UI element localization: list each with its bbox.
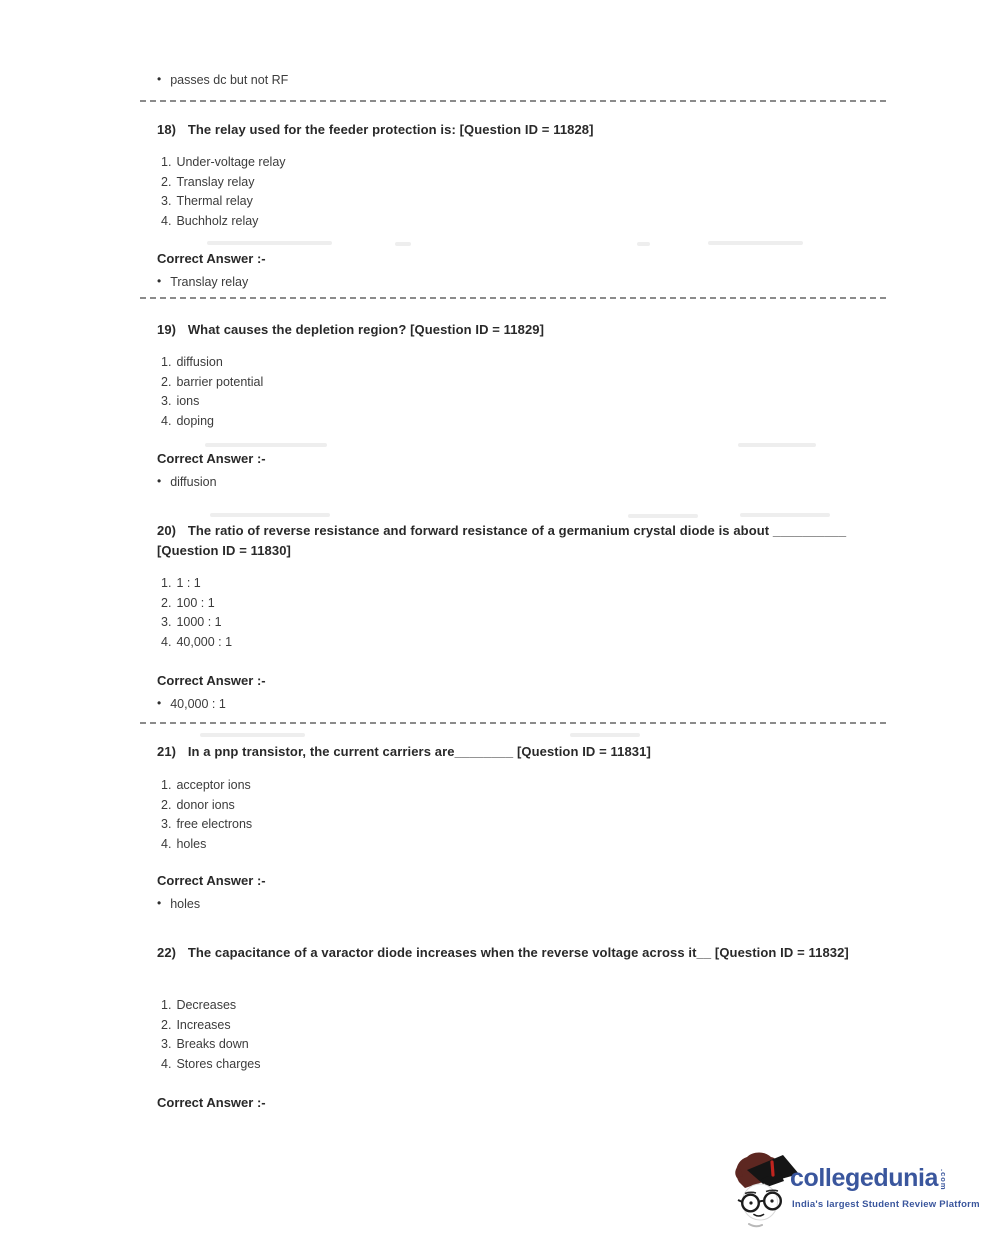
option-text: acceptor ions: [176, 778, 251, 792]
question-heading: [157, 943, 872, 963]
option-text: 1000 : 1: [176, 615, 222, 630]
question-text: The relay used for the feeder protection is:: [187, 122, 456, 137]
option-number: 4.: [161, 635, 172, 650]
option-1: [161, 776, 252, 796]
question-19: [140, 320, 886, 489]
question-id: [Question ID = 11831]: [516, 744, 651, 759]
correct-answer-item: [157, 474, 217, 490]
option-text: diffusion: [176, 355, 223, 369]
question-text: What causes the depletion region?: [187, 322, 407, 337]
option-number: 1.: [161, 355, 172, 369]
scan-artifact: [708, 241, 803, 245]
scan-artifact: [570, 733, 640, 737]
question-18: [140, 120, 886, 289]
scan-artifact: [210, 513, 330, 517]
option-number: 2.: [161, 374, 172, 389]
correct-answer-text: 40,000 : 1: [170, 697, 226, 711]
option-number: 3.: [161, 1037, 172, 1052]
option-number: 1.: [161, 998, 172, 1012]
brand-tagline: India's largest Student Review Platform: [792, 1199, 980, 1210]
option-number: 2.: [161, 1017, 172, 1032]
question-divider: [140, 722, 886, 724]
correct-answer-label: Correct Answer :-: [157, 451, 266, 466]
correct-answer-label: Correct Answer :-: [157, 251, 266, 266]
scan-artifact: [207, 241, 332, 245]
option-text: Buchholz relay: [176, 214, 259, 229]
option-text: Stores charges: [176, 1057, 261, 1072]
options-list: [161, 574, 232, 653]
option-4: [161, 1055, 261, 1075]
options-list: [161, 153, 286, 232]
option-3: [161, 613, 232, 633]
question-22: [140, 943, 886, 1110]
option-2: [161, 594, 232, 614]
question-id: [Question ID = 11829]: [410, 322, 545, 337]
option-4: [161, 412, 263, 432]
question-text: In a pnp transistor, the current carriers are________: [187, 744, 514, 759]
option-3: [161, 192, 286, 212]
option-3: [161, 815, 252, 835]
option-text: Translay relay: [176, 174, 255, 189]
option-text: Under-voltage relay: [176, 155, 286, 169]
question-id: [Question ID = 11828]: [459, 122, 594, 137]
option-number: 3.: [161, 817, 172, 832]
question-heading: [157, 320, 886, 340]
scan-artifact: [200, 733, 305, 737]
option-number: 2.: [161, 595, 172, 610]
option-text: 100 : 1: [176, 595, 215, 610]
correct-answer-text: diffusion: [170, 475, 217, 489]
brand-row: [790, 1166, 948, 1191]
brand-tld: .com: [939, 1169, 949, 1191]
option-text: 40,000 : 1: [176, 635, 233, 650]
question-number: 20): [157, 523, 177, 538]
option-1: [161, 996, 261, 1016]
option-text: Decreases: [176, 998, 237, 1012]
option-text: Thermal relay: [176, 194, 253, 209]
correct-answer-text: Translay relay: [170, 275, 249, 289]
option-4: [161, 835, 252, 855]
option-number: 1.: [161, 778, 172, 792]
correct-answer-label: Correct Answer :-: [157, 1095, 266, 1110]
option-text: barrier potential: [176, 374, 264, 389]
option-number: 3.: [161, 194, 172, 209]
option-text: donor ions: [176, 797, 235, 812]
correct-answer-item: [157, 896, 200, 912]
question-number: 19): [157, 322, 177, 337]
option-number: 4.: [161, 414, 172, 429]
option-number: 4.: [161, 837, 172, 852]
option-number: 4.: [161, 1057, 172, 1072]
question-number: 21): [157, 744, 177, 759]
question-number: 22): [157, 945, 177, 960]
option-2: [161, 173, 286, 193]
option-text: doping: [176, 414, 214, 429]
option-text: free electrons: [176, 817, 253, 832]
options-list: [161, 996, 261, 1075]
question-divider: [140, 297, 886, 299]
correct-answer-item: [157, 696, 226, 712]
correct-answer-text: holes: [170, 897, 201, 911]
previous-answer-text: passes dc but not RF: [170, 73, 289, 87]
option-number: 4.: [161, 214, 172, 229]
question-divider: [140, 100, 886, 102]
question-text: The capacitance of a varactor diode increases when the reverse voltage across it__: [187, 945, 712, 960]
option-2: [161, 373, 263, 393]
option-text: ions: [176, 394, 200, 409]
question-heading: [157, 521, 886, 560]
question-heading: [157, 120, 886, 140]
correct-answer-label: Correct Answer :-: [157, 873, 266, 888]
option-text: Breaks down: [176, 1037, 249, 1052]
option-4: [161, 212, 286, 232]
option-text: Increases: [176, 1017, 231, 1032]
option-1: [161, 574, 232, 594]
question-heading: [157, 742, 886, 762]
option-number: 1.: [161, 155, 172, 169]
scan-artifact: [395, 242, 411, 246]
question-id: [Question ID = 11830]: [157, 542, 291, 558]
option-4: [161, 633, 232, 653]
option-text: holes: [176, 837, 207, 852]
brand-name: collegedunia: [790, 1164, 939, 1192]
options-list: [161, 353, 263, 432]
question-21: [140, 742, 886, 911]
question-text: The ratio of reverse resistance and forward resistance of a germanium crystal diode is about __________: [187, 523, 847, 538]
option-1: [161, 153, 286, 173]
option-2: [161, 1016, 261, 1036]
option-number: 2.: [161, 797, 172, 812]
correct-answer-label: Correct Answer :-: [157, 673, 266, 688]
question-20: [140, 521, 886, 711]
option-number: 3.: [161, 394, 172, 409]
question-id: [Question ID = 11832]: [714, 945, 849, 960]
scan-artifact: [205, 443, 327, 447]
option-text: 1 : 1: [176, 576, 201, 590]
scan-artifact: [738, 443, 816, 447]
option-number: 1.: [161, 576, 172, 590]
options-list: [161, 776, 252, 855]
collegedunia-logo: [731, 1146, 991, 1236]
option-3: [161, 392, 263, 412]
option-1: [161, 353, 263, 373]
scan-artifact: [740, 513, 830, 517]
option-number: 3.: [161, 615, 172, 630]
option-number: 2.: [161, 174, 172, 189]
scan-artifact: [628, 514, 698, 518]
option-3: [161, 1035, 261, 1055]
previous-answer-item: [157, 72, 288, 88]
option-2: [161, 796, 252, 816]
correct-answer-item: [157, 274, 248, 290]
scan-artifact: [637, 242, 650, 246]
question-number: 18): [157, 122, 177, 137]
